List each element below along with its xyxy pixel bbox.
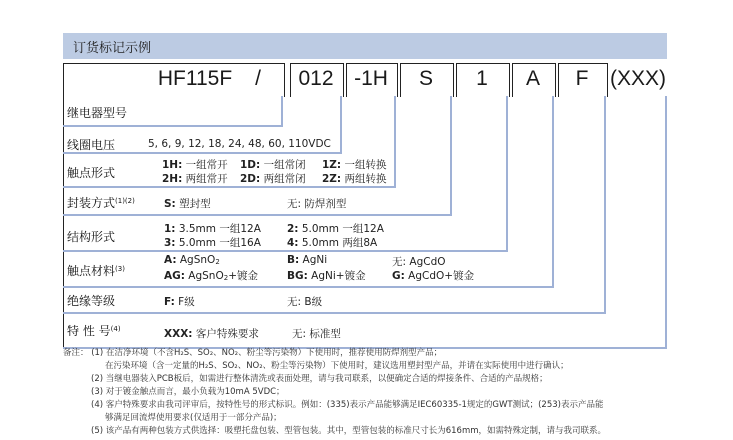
code-part-voltage: 012 xyxy=(298,67,334,90)
row-label-insulation: 绝缘等级 xyxy=(67,294,116,308)
row-label-contact-form: 触点形式 xyxy=(67,166,116,180)
code-part-material: A xyxy=(525,67,540,90)
enclosure-note-ref: (1)(2) xyxy=(115,197,135,205)
note-line: (5) 该产品有两种包装方式供选择：吸塑托盘包装、型管包装。其中，型管包装的标准尺寸长为616mm，如需特殊定制，请与我司联系。 xyxy=(91,426,607,436)
structure-option: 2: 5.0mm 一组12A xyxy=(287,223,384,235)
material-option: B: AgNi xyxy=(287,254,328,266)
code-part-enclosure: S xyxy=(418,67,433,90)
leader-vline-structure xyxy=(506,96,508,252)
material-note-ref: (3) xyxy=(115,265,125,273)
row-label-coil-voltage: 线圈电压 xyxy=(67,138,116,152)
leader-bar-material xyxy=(63,286,554,288)
code-part-contact: -1H xyxy=(354,67,388,90)
row-label-enclosure: 封装方式$^{(1)(2)}$ xyxy=(67,196,135,210)
row-label-relay-type: 继电器型号 xyxy=(67,106,128,120)
row-label-structure: 结构形式 xyxy=(67,230,116,244)
leader-vline-special xyxy=(665,96,667,349)
contact-form-option: 2D: 两组常闭 xyxy=(240,173,306,185)
row-label-special: 特 性 号$^{(4)}$ xyxy=(67,324,121,338)
note-line: (2) 当继电器装入PCB板后，如需进行整体清洗或表面处理，请与我司联系，以便确定合适的焊接条件、合适的产品规格； xyxy=(91,374,548,384)
special-note-ref: (4) xyxy=(110,325,121,333)
section-title: 订货标记示例 xyxy=(73,41,152,56)
leader-bar-insulation xyxy=(63,312,606,314)
leader-vline-enclosure xyxy=(450,96,452,216)
material-option: BG: AgNi+镀金 xyxy=(287,270,366,282)
notes-block xyxy=(63,347,606,438)
material-option: A: AgSnO2 xyxy=(164,254,220,266)
leader-bar-structure xyxy=(63,250,508,252)
leader-bar-relay-type xyxy=(63,125,283,127)
leader-vline-contact xyxy=(394,96,396,188)
structure-option: 4: 5.0mm 两组8A xyxy=(287,237,378,249)
note-line: (3) 对于镀金触点而言，最小负载为10mA 5VDC； xyxy=(91,387,285,397)
material-option: 无: AgCdO xyxy=(392,256,446,268)
insulation-option: F: F级 xyxy=(164,296,195,308)
code-part-slash: / xyxy=(255,67,261,90)
leader-vline-voltage xyxy=(340,96,342,154)
special-option: 无: 标准型 xyxy=(292,328,341,340)
structure-option: 3: 5.0mm 一组16A xyxy=(164,237,261,249)
note-line: 在污染环境（含一定量的H₂S、SO₂、NO₂、粉尘等污染物）下使用时，建议选用塑封型产品，并请在实际使用中进行确认； xyxy=(105,361,569,371)
special-option: XXX: 客户特殊要求 xyxy=(164,328,259,340)
code-part-special: (XXX) xyxy=(609,67,666,90)
material-option: AG: AgSnO2+镀金 xyxy=(164,270,259,282)
note-line: 备注： (1) 在洁净环境（不含H₂S、SO₂、NO₂、粉尘等污染物）下使用时，推荐使用防焊剂型产品； xyxy=(63,348,443,358)
section-title-bar xyxy=(63,33,667,59)
contact-form-option: 1Z: 一组转换 xyxy=(322,159,387,171)
row-label-contact-material: 触点材料$^{(3)}$ xyxy=(67,264,125,278)
leader-vline-material xyxy=(552,96,554,288)
enclosure-option: S: 塑封型 xyxy=(164,198,211,210)
insulation-option: 无: B级 xyxy=(287,296,323,308)
contact-form-option: 1D: 一组常闭 xyxy=(240,159,306,171)
contact-form-option: 2H: 两组常开 xyxy=(162,173,228,185)
leader-vline-insulation xyxy=(604,96,606,314)
leader-bar-contact-form xyxy=(63,186,396,188)
contact-form-option: 2Z: 两组转换 xyxy=(322,173,387,185)
material-option: G: AgCdO+镀金 xyxy=(392,270,475,282)
enclosure-option: 无: 防焊剂型 xyxy=(287,198,347,210)
code-part-series: HF115F xyxy=(157,67,233,90)
leader-bar-enclosure xyxy=(63,214,452,216)
contact-form-option: 1H: 一组常开 xyxy=(162,159,228,171)
structure-option: 1: 3.5mm 一组12A xyxy=(164,223,261,235)
note-line: (4) 客户特殊要求由我司评审后，按特性号的形式标识。例如：(335)表示产品能够满足IEC60335-1规定的GWT测试；(253)表示产品能 xyxy=(91,400,604,410)
code-part-insulation: F xyxy=(575,67,589,90)
leader-vline-model xyxy=(281,96,283,127)
note-line: 够满足回流焊使用要求(仅适用于一部分产品)； xyxy=(105,413,282,423)
code-part-structure: 1 xyxy=(476,67,488,90)
coil-voltage-values: 5, 6, 9, 12, 18, 24, 48, 60, 110VDC xyxy=(148,138,331,150)
